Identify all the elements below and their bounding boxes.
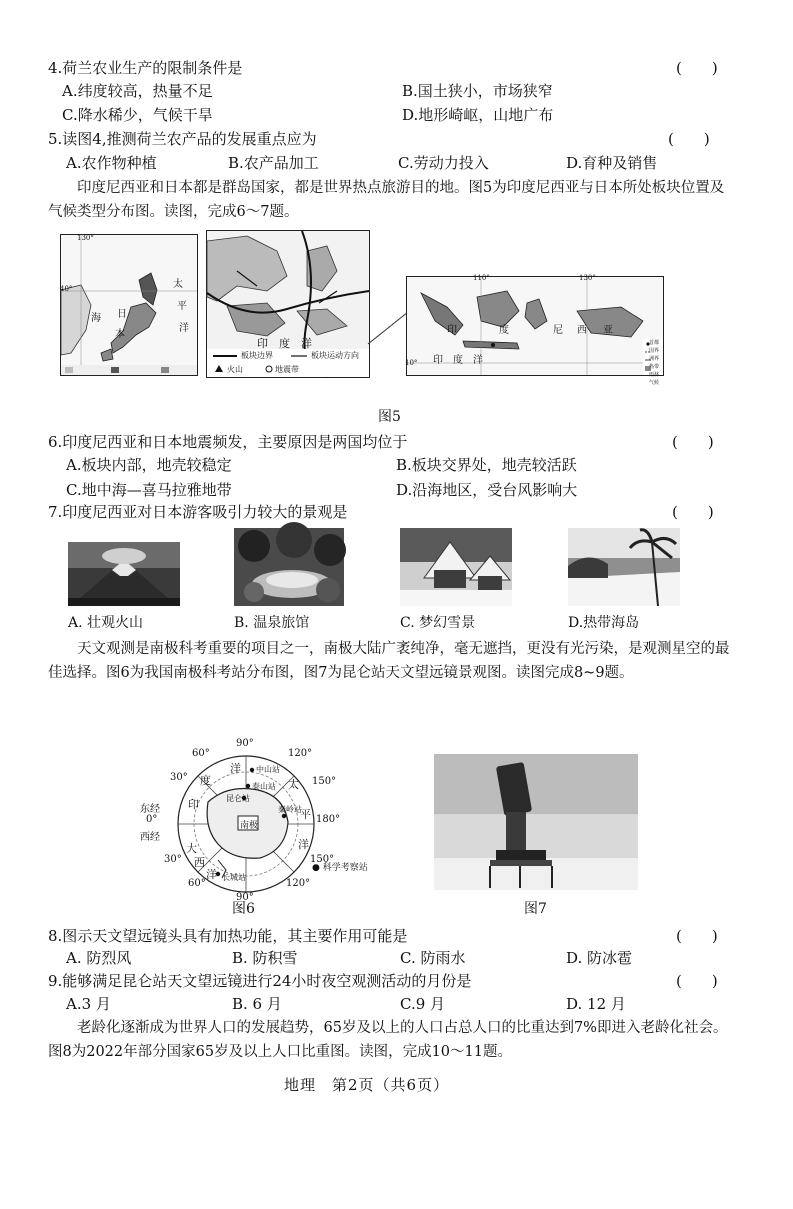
telescope-image: [434, 754, 638, 890]
station-zhongshan: 中山站: [256, 765, 280, 774]
plate-legend-direction: 板块运动方向: [311, 351, 359, 360]
fig6-ocean-5: 西: [194, 856, 205, 869]
pacific-label-2: 平: [177, 301, 187, 312]
legend-rainforest: 热带雨林气候: [649, 364, 660, 386]
fig6-lon-30-west: 30°: [164, 854, 182, 865]
fig6-ocean-6: 洋: [206, 868, 217, 881]
fig7-telescope-photo: [434, 754, 638, 890]
legend-national-border: 国界: [649, 348, 660, 354]
photo-snow-village: [400, 528, 512, 606]
fig6-ocean-7: 太: [288, 778, 299, 791]
fig5-plate-map: [206, 230, 370, 378]
indonesia-lat-label: 10°: [405, 359, 418, 367]
legend-capital: 首都: [649, 340, 660, 346]
japan-lat-label: 40°: [60, 285, 73, 293]
legend-continent-border: 洲界: [649, 356, 660, 362]
q7-answer-bracket: ( ): [672, 503, 714, 521]
fig5-caption: 图5: [378, 409, 401, 425]
snow-village-image: [400, 528, 512, 606]
fig6-lon-120: 120°: [288, 748, 313, 759]
indonesia-label-1: 印: [447, 325, 457, 336]
q4-option-a: A.纬度较高，热量不足: [62, 82, 213, 100]
q9-answer-bracket: ( ): [676, 972, 718, 990]
q6-option-a: A.板块内部，地壳较稳定: [66, 456, 232, 474]
fig6-ocean-1: 洋: [230, 762, 241, 775]
south-pole-label: 南极: [240, 821, 259, 831]
station-marker-icon: ●: [312, 863, 320, 873]
fig6-lon-zero: 0°: [146, 814, 158, 825]
fig6-legend: [312, 860, 368, 873]
intro-paragraph-fig5: 印度尼西亚和日本都是群岛国家，都是世界热点旅游目的地。图5为印度尼西亚与日本所处板块位置及气候类型分布图。读图，完成6～7题。: [48, 180, 725, 220]
q9-option-b: B. 6 月: [232, 995, 282, 1013]
q7-option-b: B. 温泉旅馆: [234, 615, 310, 631]
indonesia-label-2: 度: [499, 325, 509, 336]
q8-option-b: B. 防积雪: [232, 949, 298, 967]
plate-legend-volcano: 火山: [227, 365, 243, 374]
plate-map-ocean-label: 印 度 洋: [257, 337, 312, 350]
pacific-label-1: 太: [173, 279, 183, 290]
indonesia-label-4: 西: [577, 325, 587, 336]
fig6-lon-150: 150°: [312, 776, 337, 787]
q5-answer-bracket: ( ): [668, 130, 710, 148]
photo-volcano: [68, 542, 180, 606]
indonesia-legend: [649, 339, 663, 387]
q6-answer-bracket: ( ): [672, 433, 714, 451]
q5-stem: 5.读图4,推测荷兰农产品的发展重点应为: [48, 130, 317, 148]
station-taishan: 泰山站: [252, 782, 276, 791]
q9-option-c: C.9 月: [400, 995, 446, 1013]
fig6-lon-180: 180°: [316, 814, 341, 825]
station-changcheng: 长城站: [222, 873, 246, 882]
photo-tropical-island: [568, 528, 680, 606]
q7-option-a: A. 壮观火山: [68, 615, 144, 631]
q4-option-c: C.降水稀少，气候干旱: [62, 106, 213, 124]
q8-answer-bracket: ( ): [676, 927, 718, 945]
q5-option-c: C.劳动力投入: [398, 154, 489, 172]
photo-hot-spring: [234, 528, 344, 606]
fig6-east-label: 东经: [140, 804, 160, 815]
japan-lon-label: 130°: [77, 234, 94, 242]
intro-paragraph-fig8: 老龄化逐渐成为世界人口的发展趋势，65岁及以上的人口占总人口的比重达到7%即进入老龄化社会。图8为2022年部分国家65岁及以上人口比重图。读图，完成10～11题。: [48, 1020, 728, 1060]
fig6-lon-90-top: 90°: [236, 738, 254, 749]
q4-answer-bracket: ( ): [676, 59, 718, 77]
indonesia-label-3: 尼: [553, 325, 563, 336]
station-kunlun: 昆仑站: [226, 794, 250, 803]
fig5-japan-map: [60, 234, 198, 376]
q7-option-d: D.热带海岛: [568, 615, 640, 631]
japan-label-2: 本: [115, 329, 125, 340]
pacific-label-3: 洋: [179, 323, 189, 334]
q5-option-a: A.农作物种植: [66, 154, 157, 172]
fig6-lon-60: 60°: [192, 748, 210, 759]
tropical-island-image: [568, 528, 680, 606]
indonesia-lon2-label: 130°: [579, 274, 596, 282]
page-footer: 地理 第2页（共6页）: [284, 1076, 450, 1094]
q7-stem: 7.印度尼西亚对日本游客吸引力较大的景观是: [48, 503, 348, 521]
fig5-indonesia-map: [405, 274, 664, 386]
q7-option-c: C. 梦幻雪景: [400, 615, 476, 631]
q8-option-c: C. 防雨水: [400, 949, 466, 967]
station-qinling: 秦岭站: [278, 805, 302, 814]
q9-stem: 9.能够满足昆仑站天文望远镜进行24小时夜空观测活动的月份是: [48, 972, 472, 990]
q5-option-d: D.育种及销售: [566, 154, 658, 172]
q6-stem: 6.印度尼西亚和日本地震频发，主要原因是两国均位于: [48, 433, 408, 451]
fig6-ocean-9: 洋: [298, 838, 309, 851]
fig6-caption: 图6: [232, 901, 255, 917]
q8-option-a: A. 防烈风: [66, 949, 132, 967]
q9-option-d: D. 12 月: [566, 995, 626, 1013]
q8-stem: 8.图示天文望远镜头具有加热功能，其主要作用可能是: [48, 927, 408, 945]
fig6-ocean-2: 度: [200, 774, 211, 787]
fig7-caption: 图7: [524, 901, 547, 917]
fig6-ocean-8: 平: [300, 808, 311, 821]
q8-option-d: D. 防冰雹: [566, 949, 633, 967]
indonesia-lon1-label: 110°: [473, 274, 490, 282]
q9-option-a: A.3 月: [66, 995, 111, 1013]
hot-spring-image: [234, 528, 344, 606]
plate-legend-boundary: 板块边界: [241, 351, 273, 360]
q4-option-d: D.地形崎岖，山地广布: [402, 106, 554, 124]
japan-sea-label: 海: [91, 313, 101, 324]
fig6-lon-90-bottom: 90°: [236, 892, 254, 903]
fig6-lon-120-south: 120°: [286, 878, 311, 889]
fig6-ocean-4: 大: [186, 842, 197, 855]
fig6-antarctica-map: [138, 732, 341, 904]
fig6-west-label: 西经: [140, 832, 160, 843]
q4-option-b: B.国土狭小，市场狭窄: [402, 82, 553, 100]
q4-stem: 4.荷兰农业生产的限制条件是: [48, 59, 243, 77]
fig6-legend-label: 科学考察站: [322, 863, 368, 873]
q6-option-b: B.板块交界处，地壳较活跃: [396, 456, 577, 474]
q6-option-c: C.地中海—喜马拉雅地带: [66, 481, 232, 499]
fig6-lon-150-south: 150°: [310, 854, 335, 865]
fig6-lon-30: 30°: [170, 772, 188, 783]
fig6-ocean-3: 印: [188, 798, 199, 811]
plate-legend-seismic: 地震带: [275, 365, 299, 374]
fig6-lon-60-west: 60°: [188, 878, 206, 889]
intro-paragraph-fig6: 天文观测是南极科考重要的项目之一，南极大陆广袤纯净，毫无遮挡，更没有光污染，是观测星空的最佳选择。图6为我国南极科考站分布图，图7为昆仑站天文望远镜景观图。读图完成8~9题。: [48, 641, 730, 681]
indonesia-label-5: 亚: [603, 325, 613, 336]
indonesia-ocean-label: 印 度 洋: [433, 355, 483, 366]
q6-option-d: D.沿海地区，受台风影响大: [396, 481, 578, 499]
q5-option-b: B.农产品加工: [228, 154, 319, 172]
fig5-connector: [368, 300, 408, 350]
volcano-image: [68, 542, 180, 606]
japan-label-1: 日: [117, 309, 127, 320]
